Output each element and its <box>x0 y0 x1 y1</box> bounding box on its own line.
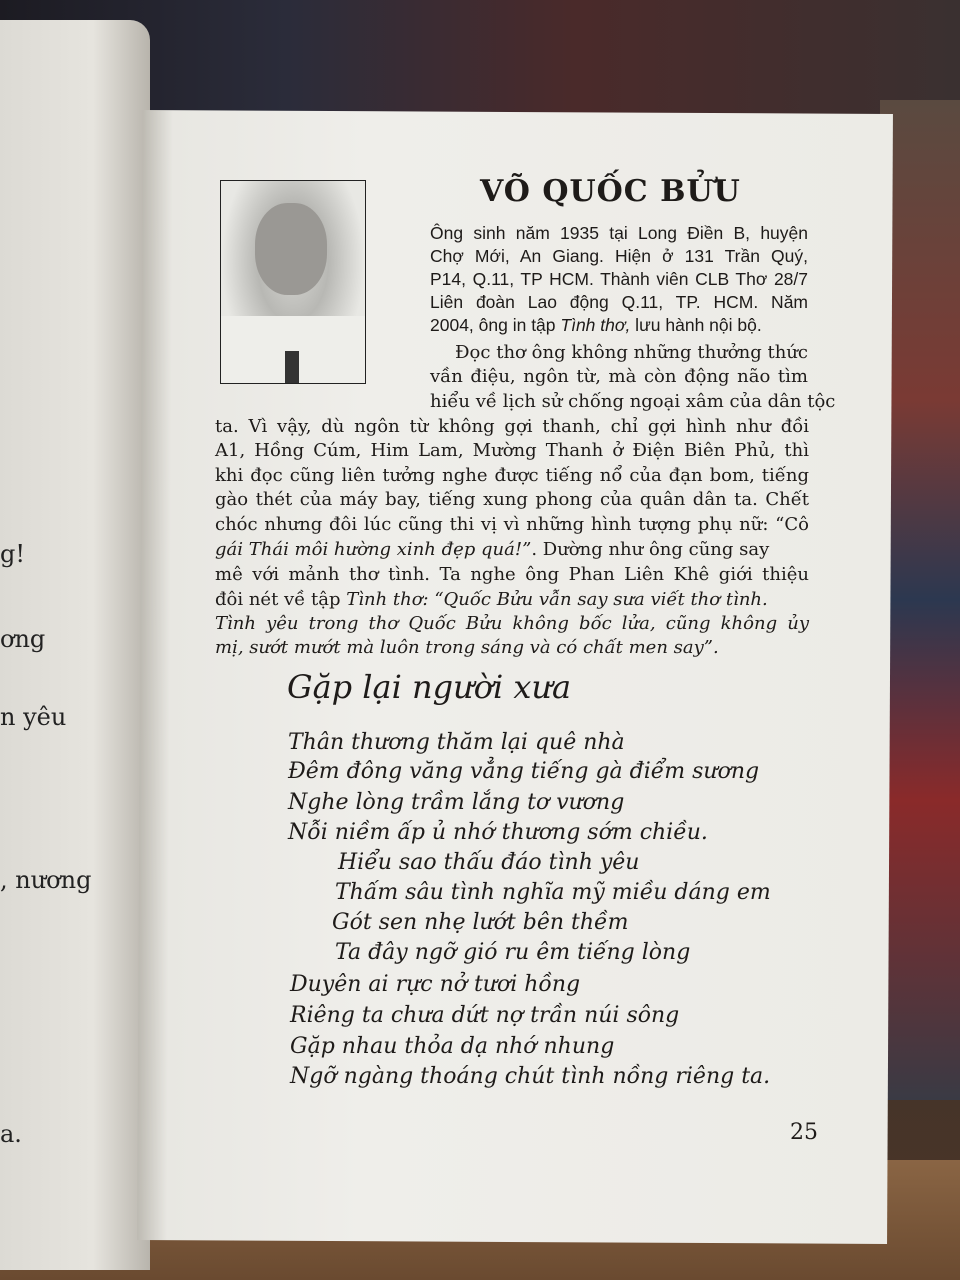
poem-line: Gặp nhau thỏa dạ nhớ nhung <box>290 1034 615 1059</box>
commentary-line: vần điệu, ngôn từ, mà còn động não tìm <box>430 366 808 387</box>
poem-line: Duyên ai rực nở tươi hồng <box>290 972 581 997</box>
bio-line: Ông sinh năm 1935 tại Long Điền B, huyện <box>430 223 808 243</box>
poem-line: Thân thương thăm lại quê nhà <box>288 730 625 755</box>
commentary-line: chóc nhưng đôi lúc cũng thi vị vì những hình tượng phụ nữ: “Cô <box>215 514 809 535</box>
author-name: VÕ QUỐC BỬU <box>480 174 741 209</box>
page-number: 25 <box>790 1120 818 1145</box>
bio-line: Liên đoàn Lao động Q.11, TP. HCM. Năm <box>430 292 808 312</box>
commentary-line: A1, Hồng Cúm, Him Lam, Mường Thanh ở Điện Biên Phủ, thì <box>215 440 809 461</box>
left-page-fragment: a. <box>0 1120 22 1148</box>
left-page-fragment: n yêu <box>0 703 67 731</box>
left-page-fragment: ơng <box>0 625 46 653</box>
left-page-fragment: g! <box>0 540 26 568</box>
commentary-line: khi đọc cũng liên tưởng nghe được tiếng nổ của đạn bom, tiếng <box>215 465 809 486</box>
poem-line: Riêng ta chưa dứt nợ trần núi sông <box>290 1003 680 1028</box>
commentary-line: gào thét của máy bay, tiếng xung phong của quân dân ta. Chết <box>215 489 809 510</box>
bio-line: Chợ Mới, An Giang. Hiện ở 131 Trần Quý, <box>430 246 808 266</box>
poem-title: Gặp lại người xưa <box>287 668 572 706</box>
commentary-line: hiểu về lịch sử chống ngoại xâm của dân tộc <box>430 391 836 412</box>
bio-line: 2004, ông in tập Tình thơ, lưu hành nội bộ. <box>430 315 762 335</box>
bio-line: P14, Q.11, TP HCM. Thành viên CLB Thơ 28/7 <box>430 269 808 289</box>
poem-line: Ta đây ngỡ gió ru êm tiếng lòng <box>335 940 691 965</box>
poem-line: Đêm đông văng vẳng tiếng gà điểm sương <box>288 759 760 784</box>
poem-line: Ngỡ ngàng thoáng chút tình nồng riêng ta. <box>290 1064 771 1089</box>
commentary-line: ta. Vì vậy, dù ngôn từ không gợi thanh, chỉ gợi hình như đồi <box>215 416 809 437</box>
commentary-line: gái Thái môi hường xinh đẹp quá!”. Dường như ông cũng say <box>215 539 770 560</box>
commentary-line: mị, sướt mướt mà luôn trong sáng và có chất men say”. <box>215 637 719 658</box>
author-portrait <box>220 180 366 384</box>
poem-line: Hiểu sao thấu đáo tình yêu <box>338 850 640 875</box>
commentary-line: đôi nét về tập Tình thơ: “Quốc Bửu vẫn say sưa viết thơ tình. <box>215 589 768 610</box>
commentary-line: Đọc thơ ông không những thưởng thức <box>455 342 808 363</box>
commentary-line: mê với mảnh thơ tình. Ta nghe ông Phan Liên Khê giới thiệu <box>215 564 809 585</box>
poem-line: Thấm sâu tình nghĩa mỹ miều dáng em <box>335 880 771 905</box>
commentary-line: Tình yêu trong thơ Quốc Bửu không bốc lửa, cũng không ủy <box>215 613 809 634</box>
poem-line: Nỗi niềm ấp ủ nhớ thương sớm chiều. <box>288 820 708 845</box>
left-page-fragment: , nương <box>0 866 92 894</box>
poem-line: Nghe lòng trầm lắng tơ vương <box>288 790 625 815</box>
poem-line: Gót sen nhẹ lướt bên thềm <box>332 910 629 935</box>
